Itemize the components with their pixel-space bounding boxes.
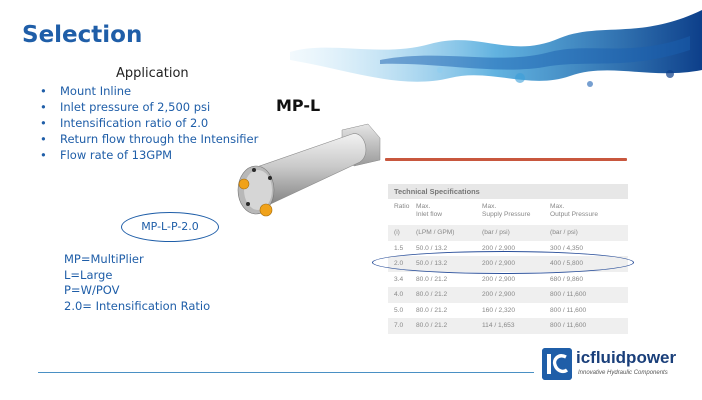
application-bullet-list <box>40 83 258 163</box>
header-output-pressure: Max. Output Pressure <box>550 203 599 218</box>
bullet-item: • Return flow through the Intensifier <box>40 131 258 147</box>
logo-mark-icon <box>542 348 572 380</box>
table-cell: 114 / 1,653 <box>482 322 515 329</box>
table-cell: 80.0 / 21.2 <box>416 306 448 314</box>
header-supply-pressure: Max. Supply Pressure <box>482 203 531 218</box>
table-cell: (bar / psi) <box>550 229 578 236</box>
table-cell: (bar / psi) <box>482 229 510 236</box>
header-inlet-flow: Max. Inlet flow <box>416 203 443 218</box>
table-cell: 7.0 <box>394 322 404 329</box>
table-cell: 80.0 / 21.2 <box>416 291 448 298</box>
legend-line: P=W/POV <box>64 283 120 297</box>
table-cell: 800 / 11,600 <box>550 306 587 314</box>
bullet-item: • Mount Inline <box>40 83 258 99</box>
table-cell: 200 / 2,900 <box>482 275 515 283</box>
table-cell: 80.0 / 21.2 <box>416 275 448 283</box>
model-label: MP-L <box>276 96 321 115</box>
table-cell: 800 / 11,600 <box>550 322 587 329</box>
table-cell: 50.0 / 13.2 <box>416 244 448 252</box>
company-logo <box>540 346 690 386</box>
table-cell: 4.0 <box>394 291 404 298</box>
table-row <box>388 225 628 241</box>
logo-tagline: Innovative Hydraulic Components <box>578 370 668 376</box>
table-cell: 300 / 4,350 <box>550 244 583 252</box>
table-cell: 160 / 2,320 <box>482 306 515 314</box>
table-cell: 200 / 2,900 <box>482 260 515 267</box>
model-code: MP-L-P-2.0 <box>141 220 199 233</box>
table-cell: 680 / 9,860 <box>550 275 583 283</box>
table-cell: 80.0 / 21.2 <box>416 322 448 329</box>
table-cell: 800 / 11,600 <box>550 291 587 298</box>
table-cell: 3.4 <box>394 275 404 283</box>
bullet-item: • Inlet pressure of 2,500 psi <box>40 99 258 115</box>
footer-rule <box>38 372 534 373</box>
table-row <box>388 287 628 303</box>
highlight-row-ellipse <box>372 251 634 274</box>
slide-title: Selection <box>22 22 143 48</box>
red-divider <box>385 158 627 161</box>
application-heading: Application <box>116 66 189 81</box>
table-row <box>388 318 628 334</box>
bullet-item: • Intensification ratio of 2.0 <box>40 115 258 131</box>
bullet-item: • Flow rate of 13GPM <box>40 147 258 163</box>
legend-line: L=Large <box>64 267 113 282</box>
table-title: Technical Specifications <box>388 184 628 199</box>
legend-line: 2.0= Intensification Ratio <box>64 298 211 313</box>
table-cell: (i) <box>394 229 400 236</box>
table-header-row <box>388 199 628 225</box>
table-cell: 200 / 2,900 <box>482 291 515 298</box>
table-cell: 1.5 <box>394 244 404 252</box>
header-ratio: Ratio <box>394 203 410 210</box>
table-cell: 2.0 <box>394 260 404 267</box>
table-cell: 5.0 <box>394 306 404 314</box>
table-cell: 200 / 2,900 <box>482 244 515 252</box>
table-cell: (LPM / GPM) <box>416 229 455 236</box>
table-cell: 400 / 5,800 <box>550 260 583 267</box>
ink-splash-image <box>290 0 702 95</box>
table-row <box>388 303 628 319</box>
logo-wordmark: icfluidpower <box>576 348 677 367</box>
intensifier-product-image <box>230 118 390 226</box>
model-code-legend <box>64 252 210 314</box>
legend-line: MP=MultiPlier <box>64 252 144 266</box>
table-cell: 50.0 / 13.2 <box>416 260 448 267</box>
